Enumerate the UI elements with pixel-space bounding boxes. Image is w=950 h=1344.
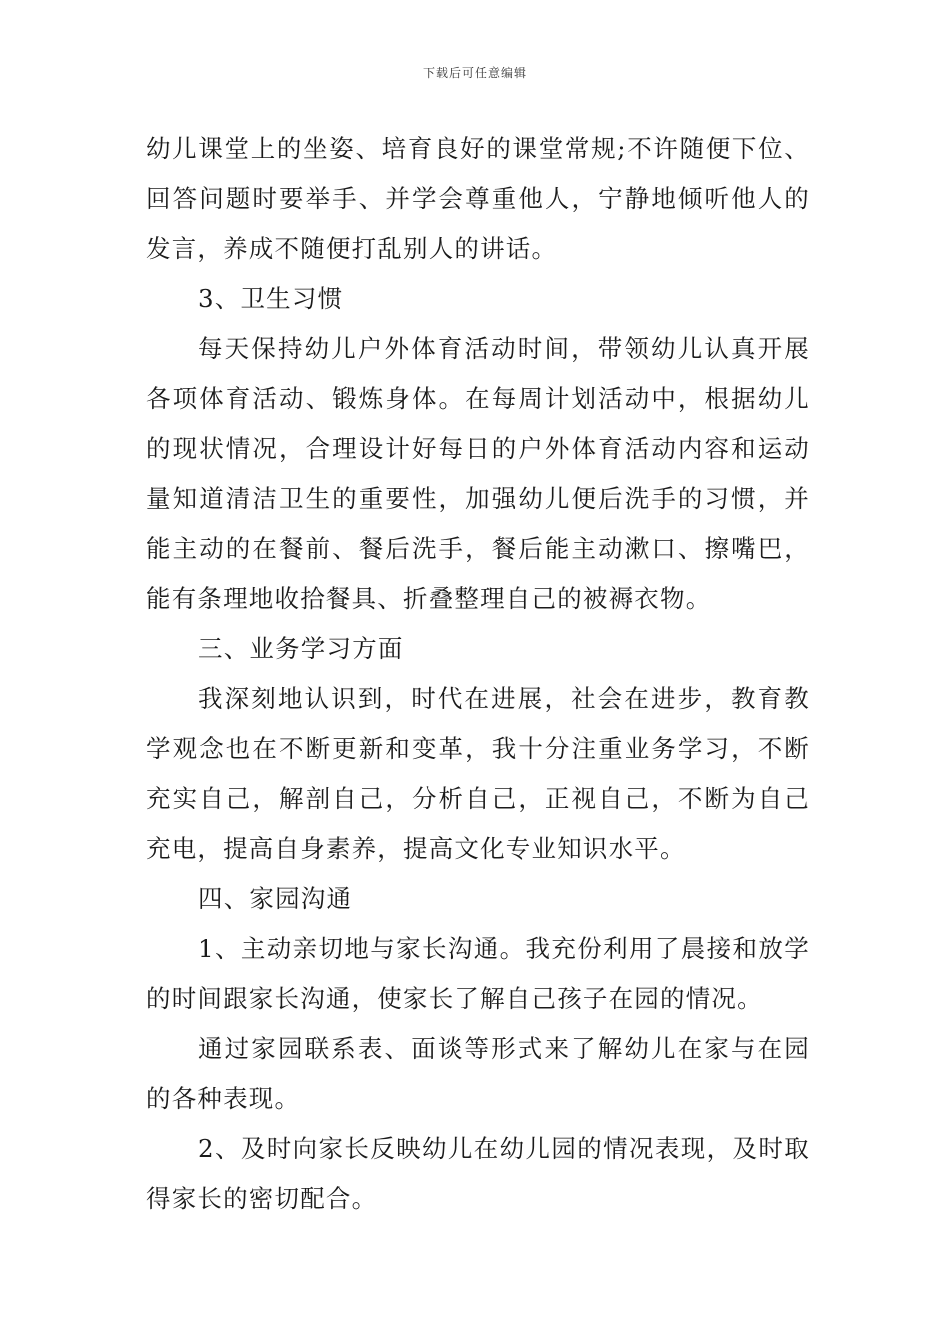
- paragraph-contact-forms: 通过家园联系表、面谈等形式来了解幼儿在家与在园的各种表现。: [146, 1034, 810, 1113]
- paragraph-hygiene: 每天保持幼儿户外体育活动时间，带领幼儿认真开展各项体育活动、锻炼身体。在每周计划活动中，根据幼儿的现状情况，合理设计好每日的户外体育活动内容和运动量知道清洁卫生的重要性，加强幼儿便后洗手的习惯，并能主动的在餐前、餐后洗手，餐后能主动漱口、擦嘴巴，能有条理地收拾餐具、折叠整理自己的被褥衣物。: [146, 334, 810, 613]
- paragraph-professional-study: 我深刻地认识到，时代在进展，社会在进步，教育教学观念也在不断更新和变革，我十分注重业务学习，不断充实自己，解剖自己，分析自己，正视自己，不断为自己充电，提高自身素养，提高文化专业知识水平。: [146, 684, 810, 863]
- heading-professional-study: 三、业务学习方面: [198, 634, 404, 663]
- page-header: 下载后可任意编辑: [422, 66, 527, 80]
- heading-hygiene-habits: 3、卫生习惯: [198, 284, 344, 313]
- paragraph-communication-2: 2、及时向家长反映幼儿在幼儿园的情况表现，及时取得家长的密切配合。: [146, 1134, 810, 1213]
- paragraph-classroom-rules: 幼儿课堂上的坐姿、培育良好的课堂常规;不许随便下位、回答问题时要举手、并学会尊重他人，宁静地倾听他人的发言，养成不随便打乱别人的讲话。: [146, 134, 810, 263]
- heading-home-school-communication: 四、家园沟通: [198, 884, 353, 913]
- paragraph-communication-1: 1、主动亲切地与家长沟通。我充份利用了晨接和放学的时间跟家长沟通，使家长了解自己孩子在园的情况。: [146, 934, 810, 1013]
- document-body: [146, 124, 810, 1224]
